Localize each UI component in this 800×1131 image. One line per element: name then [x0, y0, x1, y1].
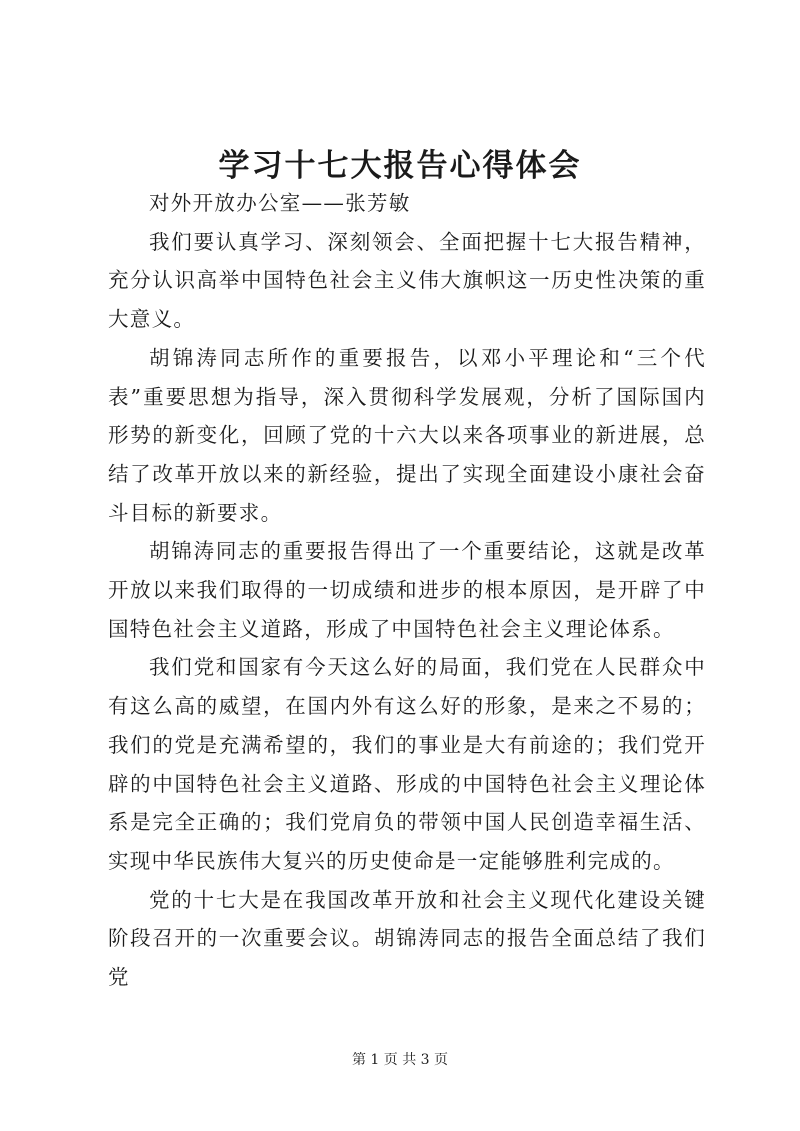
paragraph: 胡锦涛同志所作的重要报告，以邓小平理论和“三个代表”重要思想为指导，深入贯彻科学发展观，分析了国际国内形势的新变化，回顾了党的十六大以来各项事业的新进展，总结了改革开放以来的新经验，提出了实现全面建设小康社会奋斗目标的新要求。	[108, 345, 706, 525]
author-line: 对外开放办公室——张芳敏	[149, 191, 411, 215]
paragraph: 我们要认真学习、深刻领会、全面把握十七大报告精神，充分认识高举中国特色社会主义伟大旗帜这一历史性决策的重大意义。	[108, 229, 706, 332]
document-body	[108, 184, 706, 997]
document-title: 学习十七大报告心得体会	[218, 148, 582, 184]
page-number-footer: 第 1 页 共 3 页	[351, 1052, 449, 1068]
paragraph: 我们党和国家有今天这么好的局面，我们党在人民群众中有这么高的威望，在国内外有这么好的形象，是来之不易的；我们的党是充满希望的，我们的事业是大有前途的；我们党开辟的中国特色社会主义道路、形成的中国特色社会主义理论体系是完全正确的；我们党肩负的带领中国人民创造幸福生活、实现中华民族伟大复兴的历史使命是一定能够胜利完成的。	[108, 655, 706, 873]
paragraph: 胡锦涛同志的重要报告得出了一个重要结论，这就是改革开放以来我们取得的一切成绩和进步的根本原因，是开辟了中国特色社会主义道路，形成了中国特色社会主义理论体系。	[108, 539, 706, 641]
paragraph: 党的十七大是在我国改革开放和社会主义现代化建设关键阶段召开的一次重要会议。胡锦涛同志的报告全面总结了我们党	[108, 887, 706, 990]
